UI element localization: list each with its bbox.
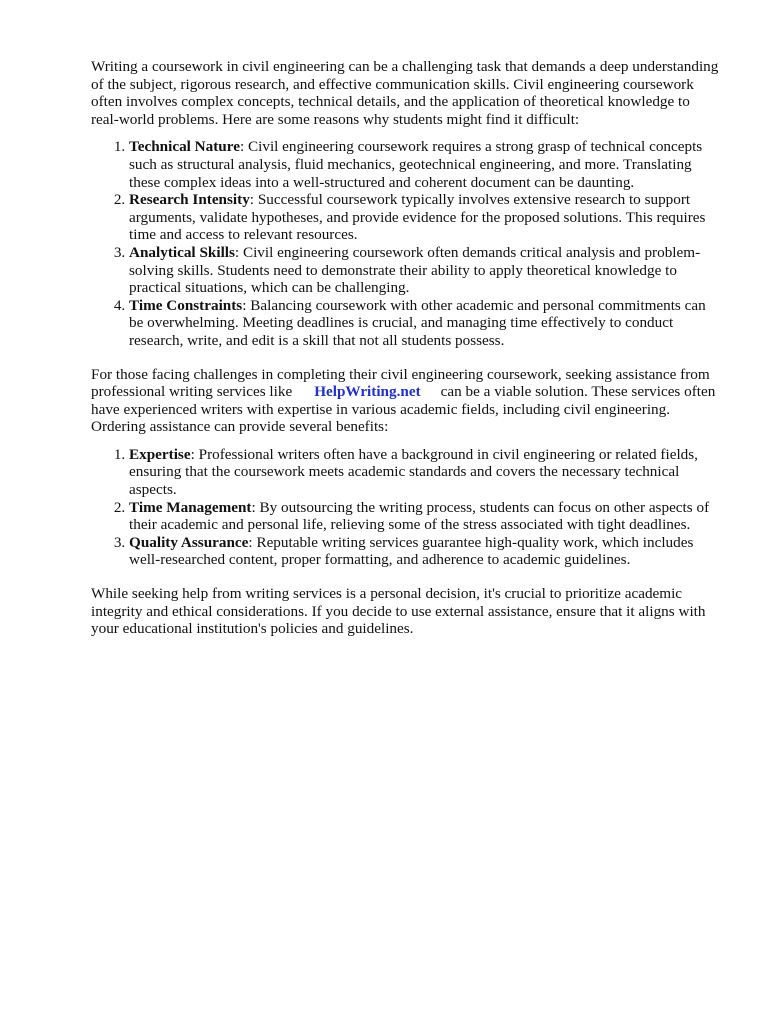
list-item-term: Expertise xyxy=(129,445,191,463)
list-item-term: Analytical Skills xyxy=(129,243,235,261)
difficulties-list xyxy=(91,138,721,349)
list-item-text: Reputable writing services guarantee high-quality work, which includes well-researched content, proper formatting, and adherence to academic guidelines. xyxy=(129,533,694,569)
list-item xyxy=(129,244,721,297)
assistance-text-before: For those facing challenges in completing their civil engineering coursework, seeking assistance from professional writing services like xyxy=(91,365,710,401)
intro-paragraph: Writing a coursework in civil engineering can be a challenging task that demands a deep understanding of the subject, rigorous research, and effective communication skills. Civil engineering coursework often involves complex concepts, technical details, and the application of theoretical knowledge to real-world problems. Here are some reasons why students might find it difficult: xyxy=(91,58,719,128)
list-item-text: Professional writers often have a background in civil engineering or related fields, ensuring that the coursework meets academic standards and covers the necessary technical aspects. xyxy=(129,445,698,499)
list-item xyxy=(129,138,721,191)
list-item-text: Civil engineering coursework often demands critical analysis and problem-solving skills. Students need to demonstrate their ability to apply theoretical knowledge to practical situations, which can be challenging. xyxy=(129,243,701,297)
list-item xyxy=(129,499,721,534)
list-item-text: Civil engineering coursework requires a strong grasp of technical concepts such as structural analysis, fluid mechanics, geotechnical engineering, and more. Translating these complex ideas into a well-structured and coherent document can be daunting. xyxy=(129,138,703,191)
list-item xyxy=(129,446,721,499)
list-item-separator: : xyxy=(251,498,256,516)
closing-paragraph: While seeking help from writing services is a personal decision, it's crucial to prioritize academic integrity and ethical considerations. If you decide to use external assistance, ensure that it aligns with your educational institution's policies and guidelines. xyxy=(91,585,706,638)
list-item-separator: : xyxy=(234,243,240,261)
list-item-term: Time Constraints xyxy=(129,296,243,314)
list-item-text: By outsourcing the writing process, students can focus on other aspects of their academic and personal life, relieving some of the stress associated with tight deadlines. xyxy=(129,498,710,534)
list-item-text: Successful coursework typically involves extensive research to support arguments, validate hypotheses, and provide evidence for the proposed solutions. This requires time and access to relevant resources. xyxy=(129,191,706,244)
list-item-separator: : xyxy=(190,445,195,463)
list-item xyxy=(129,191,721,244)
list-item xyxy=(129,297,721,350)
list-item-text: Balancing coursework with other academic and personal commitments can be overwhelming. Meeting deadlines is crucial, and managing time effectively to conduct research, write, and edit is a skill that not all students possess. xyxy=(129,296,706,349)
list-item-separator: : xyxy=(239,138,245,156)
list-item-separator: : xyxy=(248,533,253,551)
benefits-list xyxy=(91,446,721,569)
list-item-term: Technical Nature xyxy=(129,138,240,156)
assistance-text-after: can be a viable solution. These services often have experienced writers with expertise in various academic fields, including civil engineering. Ordering assistance can provide several benefits: xyxy=(91,383,716,436)
helpwriting-link[interactable]: HelpWriting.net xyxy=(314,383,421,401)
list-item-separator: : xyxy=(242,296,247,314)
list-item-term: Research Intensity xyxy=(129,191,250,209)
list-item-term: Quality Assurance xyxy=(129,533,249,551)
list-item xyxy=(129,534,721,569)
assistance-paragraph xyxy=(91,366,721,436)
list-item-separator: : xyxy=(249,191,255,209)
document-page xyxy=(91,58,721,638)
list-item-term: Time Management xyxy=(129,498,252,516)
